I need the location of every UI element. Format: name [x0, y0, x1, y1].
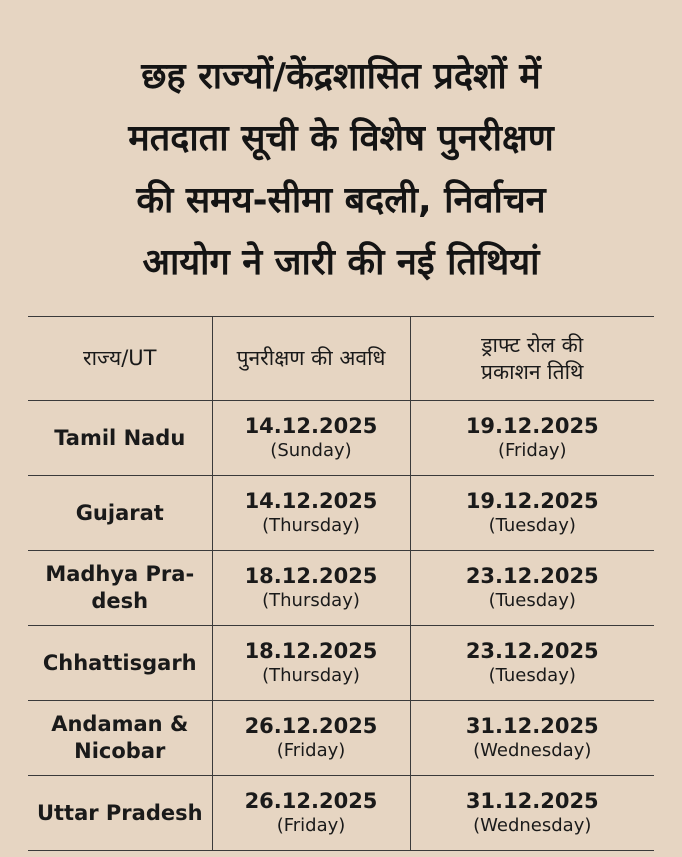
headline-line-4: आयोग ने जारी की नई तिथियां	[142, 242, 540, 283]
revision-cell	[212, 626, 410, 701]
headline-line-3: की समय-सीमा बदली, निर्वाचन	[136, 180, 546, 221]
draft-cell	[410, 476, 654, 551]
draft-date: 19.12.2025	[465, 489, 599, 513]
state-cell	[28, 551, 212, 626]
state-name: Tamil Nadu	[54, 425, 186, 450]
draft-day: (Wednesday)	[473, 815, 592, 836]
draft-date: 31.12.2025	[465, 789, 599, 813]
revision-day: (Sunday)	[270, 440, 352, 461]
revision-day: (Friday)	[276, 740, 346, 761]
revision-day: (Thursday)	[262, 665, 360, 686]
draft-date: 19.12.2025	[465, 414, 599, 438]
state-cell	[28, 776, 212, 851]
header-draft-roll-date	[410, 317, 654, 401]
draft-cell	[410, 401, 654, 476]
draft-day: (Friday)	[497, 440, 567, 461]
table-row	[28, 476, 654, 551]
header-revision-period	[212, 317, 410, 401]
draft-cell	[410, 701, 654, 776]
table-row	[28, 776, 654, 851]
draft-cell	[410, 626, 654, 701]
revision-date: 18.12.2025	[244, 564, 378, 588]
draft-day: (Wednesday)	[473, 740, 592, 761]
draft-date: 23.12.2025	[465, 639, 599, 663]
draft-day: (Tuesday)	[488, 590, 576, 611]
headline-line-1: छह राज्यों/केंद्रशासित प्रदेशों में	[141, 56, 541, 97]
draft-date: 31.12.2025	[465, 714, 599, 738]
revision-date: 26.12.2025	[244, 789, 378, 813]
header-revision-period-label: पुनरीक्षण की अवधि	[236, 346, 386, 370]
revision-day: (Thursday)	[262, 515, 360, 536]
table-row	[28, 401, 654, 476]
revision-day: (Thursday)	[262, 590, 360, 611]
header-draft-roll-date-label: ड्राफ्ट रोल की प्रकाशन तिथि	[481, 332, 584, 384]
revision-date: 26.12.2025	[244, 714, 378, 738]
table-row	[28, 701, 654, 776]
revision-cell	[212, 776, 410, 851]
state-name: Uttar Pradesh	[36, 800, 203, 825]
state-cell	[28, 626, 212, 701]
draft-day: (Tuesday)	[488, 515, 576, 536]
revision-cell	[212, 551, 410, 626]
state-cell	[28, 476, 212, 551]
revision-cell	[212, 476, 410, 551]
revision-cell	[212, 701, 410, 776]
state-cell	[28, 401, 212, 476]
state-name: Madhya Pra-desh	[45, 562, 195, 613]
draft-day: (Tuesday)	[488, 665, 576, 686]
state-name: Chhattisgarh	[42, 650, 197, 675]
table-header-row	[28, 317, 654, 401]
revision-date: 14.12.2025	[244, 414, 378, 438]
draft-date: 23.12.2025	[465, 564, 599, 588]
header-state	[28, 317, 212, 401]
headline-line-2: मतदाता सूची के विशेष पुनरीक्षण	[128, 118, 554, 159]
draft-cell	[410, 551, 654, 626]
revision-date: 14.12.2025	[244, 489, 378, 513]
headline	[0, 46, 682, 294]
revision-date: 18.12.2025	[244, 639, 378, 663]
draft-cell	[410, 776, 654, 851]
state-name: Gujarat	[75, 500, 164, 525]
state-cell	[28, 701, 212, 776]
state-name: Andaman & Nicobar	[51, 712, 189, 763]
table-row	[28, 626, 654, 701]
revision-day: (Friday)	[276, 815, 346, 836]
schedule-table	[28, 316, 654, 851]
header-state-label: राज्य/UT	[83, 346, 157, 370]
revision-cell	[212, 401, 410, 476]
table-row	[28, 551, 654, 626]
